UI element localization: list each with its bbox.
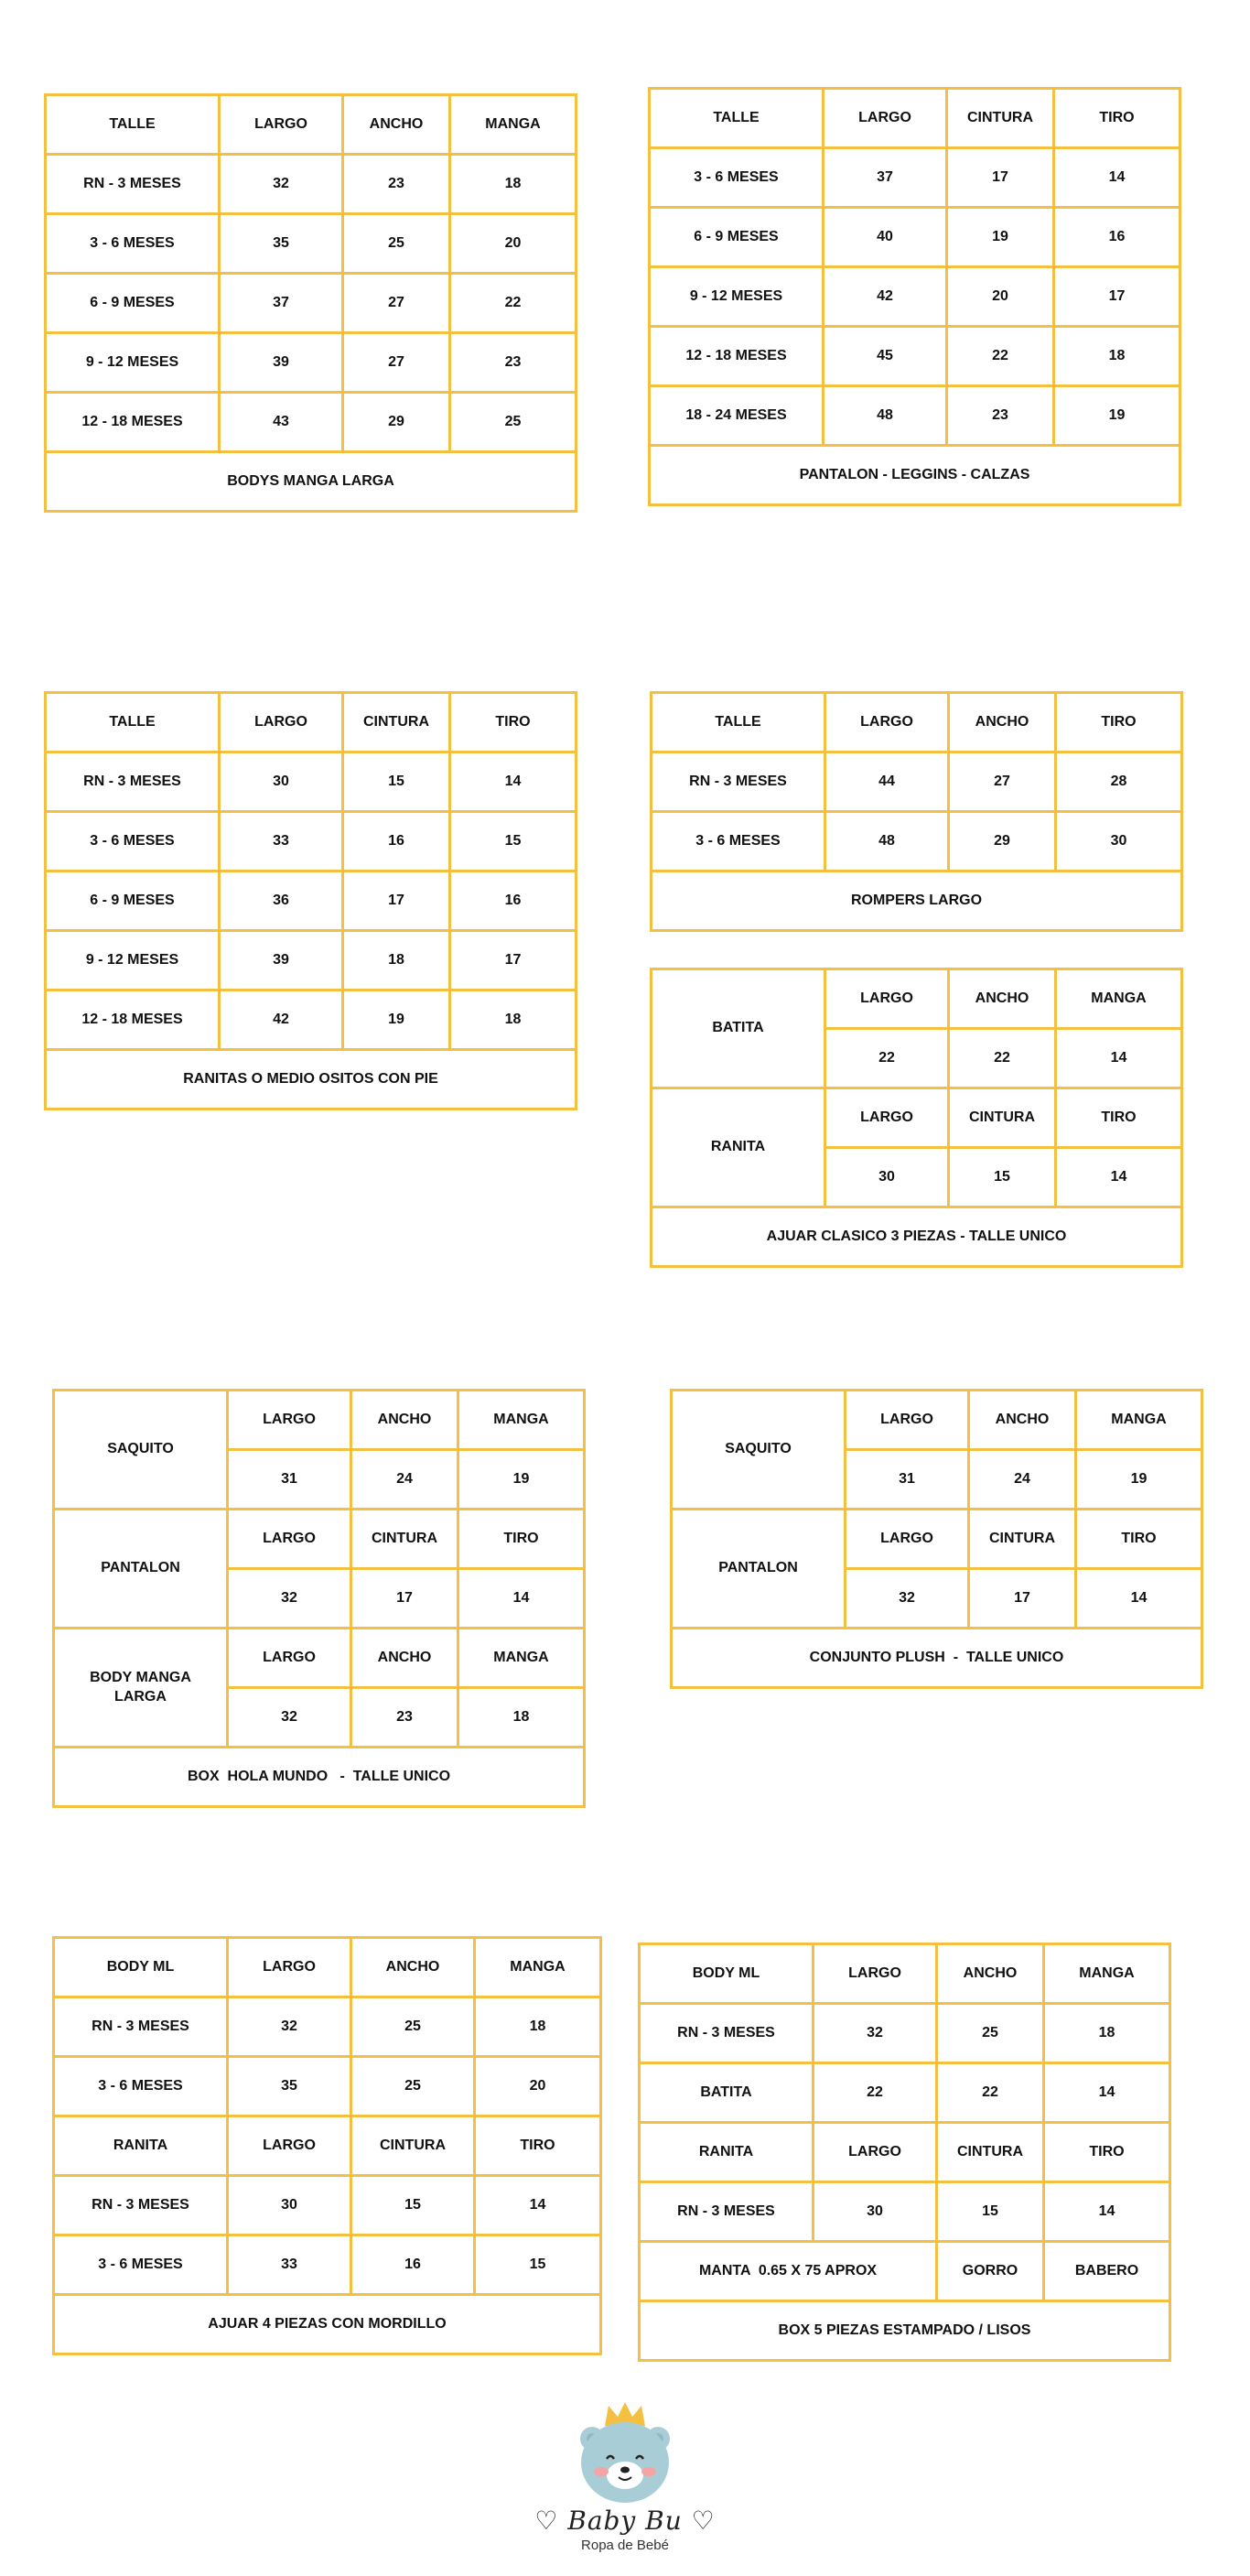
value-cell: 14 — [475, 2176, 601, 2235]
size-cell: 3 - 6 MESES — [46, 812, 220, 871]
value-cell: 18 — [450, 155, 577, 214]
value-cell: 43 — [220, 393, 343, 452]
table-row — [650, 267, 1180, 327]
value-cell: 19 — [947, 208, 1054, 267]
value-cell: 14 — [1056, 1029, 1182, 1088]
header-cell: LARGO — [228, 2116, 351, 2176]
header-cell: ANCHO — [937, 1944, 1044, 2004]
header-cell: TIRO — [458, 1510, 585, 1569]
table-ajuar-clasico — [650, 968, 1183, 1268]
caption-row — [54, 1748, 585, 1807]
value-cell: 22 — [947, 327, 1054, 386]
size-cell: RN - 3 MESES — [54, 1997, 228, 2057]
header-cell: ANCHO — [343, 95, 450, 155]
table-header-row — [640, 1944, 1170, 2004]
header-cell: LARGO — [228, 1510, 351, 1569]
table-caption: RANITAS O MEDIO OSITOS CON PIE — [46, 1050, 577, 1109]
header-cell: TALLE — [46, 95, 220, 155]
value-cell: 24 — [969, 1450, 1076, 1510]
size-cell: RN - 3 MESES — [54, 2176, 228, 2235]
header-cell: LARGO — [220, 95, 343, 155]
size-cell: BATITA — [640, 2063, 814, 2123]
header-cell: CINTURA — [947, 89, 1054, 148]
value-cell: 16 — [1054, 208, 1180, 267]
table-row — [652, 969, 1182, 1029]
value-cell: 20 — [450, 214, 577, 274]
value-cell: 31 — [228, 1450, 351, 1510]
header-cell: LARGO — [846, 1391, 969, 1450]
header-cell: TIRO — [1076, 1510, 1202, 1569]
header-cell: ANCHO — [351, 1629, 458, 1688]
value-cell: 45 — [824, 327, 947, 386]
header-cell: LARGO — [825, 693, 949, 752]
value-cell: 20 — [475, 2057, 601, 2116]
header-cell: RANITA — [640, 2123, 814, 2182]
value-cell: 15 — [949, 1148, 1056, 1207]
table-ajuar-4-piezas — [52, 1936, 602, 2355]
value-cell: 17 — [969, 1569, 1076, 1629]
value-cell: 25 — [351, 1997, 475, 2057]
header-cell: BODY ML — [640, 1944, 814, 2004]
value-cell: 14 — [458, 1569, 585, 1629]
value-cell: 39 — [220, 333, 343, 393]
value-cell: 14 — [1076, 1569, 1202, 1629]
table-row — [54, 1391, 585, 1450]
value-cell: 42 — [220, 990, 343, 1050]
size-cell: RN - 3 MESES — [640, 2004, 814, 2063]
header-cell: TIRO — [1056, 693, 1182, 752]
table-row — [650, 386, 1180, 446]
table-row — [54, 2235, 601, 2295]
table-caption: PANTALON - LEGGINS - CALZAS — [650, 446, 1180, 505]
value-cell: 15 — [475, 2235, 601, 2295]
value-cell: 15 — [351, 2176, 475, 2235]
value-cell: 32 — [814, 2004, 937, 2063]
value-cell: 14 — [1044, 2063, 1170, 2123]
value-cell: 48 — [824, 386, 947, 446]
item-name-cell: SAQUITO — [672, 1391, 846, 1510]
header-cell: CINTURA — [937, 2123, 1044, 2182]
size-cell: RN - 3 MESES — [640, 2182, 814, 2242]
value-cell: 17 — [450, 931, 577, 990]
value-cell: 22 — [937, 2063, 1044, 2123]
value-cell: 15 — [450, 812, 577, 871]
value-cell: 25 — [351, 2057, 475, 2116]
value-cell: 27 — [949, 752, 1056, 812]
value-cell: 29 — [949, 812, 1056, 871]
value-cell: 29 — [343, 393, 450, 452]
table-box-hola-mundo — [52, 1389, 586, 1808]
table-row — [46, 155, 577, 214]
value-cell: 48 — [825, 812, 949, 871]
value-cell: 27 — [343, 274, 450, 333]
table-row — [672, 1510, 1202, 1569]
table-row — [46, 871, 577, 931]
size-cell: 6 - 9 MESES — [46, 871, 220, 931]
table-row — [46, 214, 577, 274]
table-row — [46, 333, 577, 393]
header-cell: MANGA — [1044, 1944, 1170, 2004]
header-cell: CINTURA — [351, 2116, 475, 2176]
table-row — [54, 2057, 601, 2116]
table-caption: BOX HOLA MUNDO - TALLE UNICO — [54, 1748, 585, 1807]
value-cell: 18 — [343, 931, 450, 990]
value-cell: 18 — [1044, 2004, 1170, 2063]
table-row — [54, 1997, 601, 2057]
value-cell: 32 — [220, 155, 343, 214]
header-cell: LARGO — [825, 1088, 949, 1148]
bear-icon — [570, 2398, 680, 2506]
value-cell: 44 — [825, 752, 949, 812]
brand-name: ♡ Baby Bu ♡ — [534, 2506, 716, 2536]
value-cell: 31 — [846, 1450, 969, 1510]
value-cell: 19 — [1054, 386, 1180, 446]
header-cell: CINTURA — [969, 1510, 1076, 1569]
header-cell: LARGO — [824, 89, 947, 148]
header-cell: LARGO — [228, 1938, 351, 1997]
header-cell: TALLE — [652, 693, 825, 752]
value-cell: 33 — [220, 812, 343, 871]
header-cell: ANCHO — [949, 693, 1056, 752]
header-cell: ANCHO — [949, 969, 1056, 1029]
brand-tagline: Ropa de Bebé — [581, 2538, 669, 2553]
caption-row — [54, 2295, 601, 2354]
value-cell: 17 — [1054, 267, 1180, 327]
value-cell: 20 — [947, 267, 1054, 327]
value-cell: 32 — [228, 1569, 351, 1629]
header-cell: LARGO — [814, 1944, 937, 2004]
caption-row — [46, 1050, 577, 1109]
header-cell: LARGO — [814, 2123, 937, 2182]
value-cell: 18 — [450, 990, 577, 1050]
header-cell: MANGA — [458, 1629, 585, 1688]
table-conjunto-plush — [670, 1389, 1203, 1689]
value-cell: 36 — [220, 871, 343, 931]
value-cell: 17 — [343, 871, 450, 931]
header-cell: LARGO — [228, 1629, 351, 1688]
header-cell: TIRO — [450, 693, 577, 752]
caption-row — [672, 1629, 1202, 1688]
size-cell: 3 - 6 MESES — [46, 214, 220, 274]
header-cell: MANGA — [450, 95, 577, 155]
value-cell: 23 — [343, 155, 450, 214]
value-cell: 24 — [351, 1450, 458, 1510]
value-cell: 39 — [220, 931, 343, 990]
value-cell: 14 — [1044, 2182, 1170, 2242]
value-cell: 27 — [343, 333, 450, 393]
header-cell: TALLE — [650, 89, 824, 148]
size-cell: 3 - 6 MESES — [652, 812, 825, 871]
header-cell: RANITA — [54, 2116, 228, 2176]
caption-row — [46, 452, 577, 512]
size-cell: 3 - 6 MESES — [650, 148, 824, 208]
value-cell: 30 — [1056, 812, 1182, 871]
table-row — [54, 1629, 585, 1688]
table-header-row — [54, 2116, 601, 2176]
value-cell: 23 — [450, 333, 577, 393]
table-row — [652, 1088, 1182, 1148]
table-row — [640, 2004, 1170, 2063]
table-row — [672, 1391, 1202, 1450]
item-name-cell: SAQUITO — [54, 1391, 228, 1510]
size-cell: 6 - 9 MESES — [650, 208, 824, 267]
table-row — [54, 1510, 585, 1569]
value-cell: 16 — [343, 812, 450, 871]
size-cell: RN - 3 MESES — [46, 752, 220, 812]
value-cell: 37 — [220, 274, 343, 333]
value-cell: 22 — [450, 274, 577, 333]
value-cell: 37 — [824, 148, 947, 208]
header-cell: TALLE — [46, 693, 220, 752]
header-cell: BODY ML — [54, 1938, 228, 1997]
value-cell: 18 — [475, 1997, 601, 2057]
value-cell: 32 — [228, 1688, 351, 1748]
value-cell: 40 — [824, 208, 947, 267]
table-row — [652, 752, 1182, 812]
value-cell: 25 — [343, 214, 450, 274]
header-cell: LARGO — [825, 969, 949, 1029]
header-cell: MANGA — [1076, 1391, 1202, 1450]
value-cell: 23 — [351, 1688, 458, 1748]
header-cell: LARGO — [846, 1510, 969, 1569]
value-cell: 18 — [458, 1688, 585, 1748]
table-bodys-manga-larga — [44, 93, 577, 513]
item-name-cell: RANITA — [652, 1088, 825, 1207]
value-cell: 32 — [846, 1569, 969, 1629]
header-cell: MANGA — [1056, 969, 1182, 1029]
value-cell: 16 — [351, 2235, 475, 2295]
table-row — [54, 2176, 601, 2235]
extra-item-cell: BABERO — [1044, 2242, 1170, 2301]
size-cell: 9 - 12 MESES — [46, 931, 220, 990]
size-cell: RN - 3 MESES — [652, 752, 825, 812]
extra-item-cell: GORRO — [937, 2242, 1044, 2301]
size-cell: 3 - 6 MESES — [54, 2235, 228, 2295]
header-cell: TIRO — [475, 2116, 601, 2176]
value-cell: 25 — [450, 393, 577, 452]
header-cell: ANCHO — [969, 1391, 1076, 1450]
size-cell: 9 - 12 MESES — [46, 333, 220, 393]
table-header-row — [46, 693, 577, 752]
table-row — [652, 812, 1182, 871]
value-cell: 30 — [825, 1148, 949, 1207]
header-cell: LARGO — [220, 693, 343, 752]
value-cell: 42 — [824, 267, 947, 327]
table-row — [650, 208, 1180, 267]
table-row — [650, 148, 1180, 208]
table-caption: AJUAR 4 PIEZAS CON MORDILLO — [54, 2295, 601, 2354]
size-cell: RN - 3 MESES — [46, 155, 220, 214]
table-row — [46, 274, 577, 333]
header-cell: CINTURA — [343, 693, 450, 752]
table-box-5-piezas — [638, 1943, 1171, 2362]
table-row — [650, 327, 1180, 386]
value-cell: 19 — [343, 990, 450, 1050]
table-ranitas — [44, 691, 577, 1110]
value-cell: 23 — [947, 386, 1054, 446]
size-cell: 12 - 18 MESES — [650, 327, 824, 386]
size-cell: 6 - 9 MESES — [46, 274, 220, 333]
size-cell: 12 - 18 MESES — [46, 393, 220, 452]
value-cell: 25 — [937, 2004, 1044, 2063]
header-cell: MANGA — [458, 1391, 585, 1450]
table-caption: AJUAR CLASICO 3 PIEZAS - TALLE UNICO — [652, 1207, 1182, 1267]
table-rompers-largo — [650, 691, 1183, 932]
table-row — [46, 990, 577, 1050]
value-cell: 18 — [1054, 327, 1180, 386]
table-row — [46, 812, 577, 871]
value-cell: 22 — [814, 2063, 937, 2123]
caption-row — [640, 2301, 1170, 2361]
caption-row — [652, 871, 1182, 931]
size-cell: 18 - 24 MESES — [650, 386, 824, 446]
table-caption: CONJUNTO PLUSH - TALLE UNICO — [672, 1629, 1202, 1688]
value-cell: 33 — [228, 2235, 351, 2295]
value-cell: 35 — [220, 214, 343, 274]
item-name-cell: PANTALON — [672, 1510, 846, 1629]
item-name-cell: BATITA — [652, 969, 825, 1088]
value-cell: 22 — [825, 1029, 949, 1088]
value-cell: 15 — [937, 2182, 1044, 2242]
table-pantalon-leggins — [648, 87, 1181, 506]
table-row — [640, 2063, 1170, 2123]
value-cell: 14 — [1054, 148, 1180, 208]
size-cell: 3 - 6 MESES — [54, 2057, 228, 2116]
item-name-cell: BODY MANGA LARGA — [54, 1629, 228, 1748]
value-cell: 19 — [458, 1450, 585, 1510]
caption-row — [652, 1207, 1182, 1267]
header-cell: MANGA — [475, 1938, 601, 1997]
baby-bu-logo — [520, 2398, 730, 2563]
value-cell: 28 — [1056, 752, 1182, 812]
table-header-row — [54, 1938, 601, 1997]
header-cell: TIRO — [1054, 89, 1180, 148]
table-row — [46, 931, 577, 990]
table-row — [640, 2242, 1170, 2301]
header-cell: TIRO — [1056, 1088, 1182, 1148]
value-cell: 14 — [1056, 1148, 1182, 1207]
value-cell: 17 — [947, 148, 1054, 208]
value-cell: 30 — [814, 2182, 937, 2242]
table-header-row — [46, 95, 577, 155]
header-cell: ANCHO — [351, 1938, 475, 1997]
value-cell: 15 — [343, 752, 450, 812]
value-cell: 16 — [450, 871, 577, 931]
table-header-row — [650, 89, 1180, 148]
table-caption: ROMPERS LARGO — [652, 871, 1182, 931]
value-cell: 14 — [450, 752, 577, 812]
value-cell: 35 — [228, 2057, 351, 2116]
value-cell: 17 — [351, 1569, 458, 1629]
value-cell: 32 — [228, 1997, 351, 2057]
table-row — [46, 393, 577, 452]
header-cell: TIRO — [1044, 2123, 1170, 2182]
size-cell: 9 - 12 MESES — [650, 267, 824, 327]
value-cell: 30 — [220, 752, 343, 812]
header-cell: CINTURA — [949, 1088, 1056, 1148]
size-cell: 12 - 18 MESES — [46, 990, 220, 1050]
item-name-cell: PANTALON — [54, 1510, 228, 1629]
table-row — [640, 2182, 1170, 2242]
table-caption: BOX 5 PIEZAS ESTAMPADO / LISOS — [640, 2301, 1170, 2361]
table-caption: BODYS MANGA LARGA — [46, 452, 577, 512]
header-cell: CINTURA — [351, 1510, 458, 1569]
table-row — [46, 752, 577, 812]
value-cell: 22 — [949, 1029, 1056, 1088]
header-cell: LARGO — [228, 1391, 351, 1450]
header-cell: ANCHO — [351, 1391, 458, 1450]
table-header-row — [640, 2123, 1170, 2182]
value-cell: 30 — [228, 2176, 351, 2235]
caption-row — [650, 446, 1180, 505]
value-cell: 19 — [1076, 1450, 1202, 1510]
table-header-row — [652, 693, 1182, 752]
extra-item-cell: MANTA 0.65 X 75 APROX — [640, 2242, 937, 2301]
